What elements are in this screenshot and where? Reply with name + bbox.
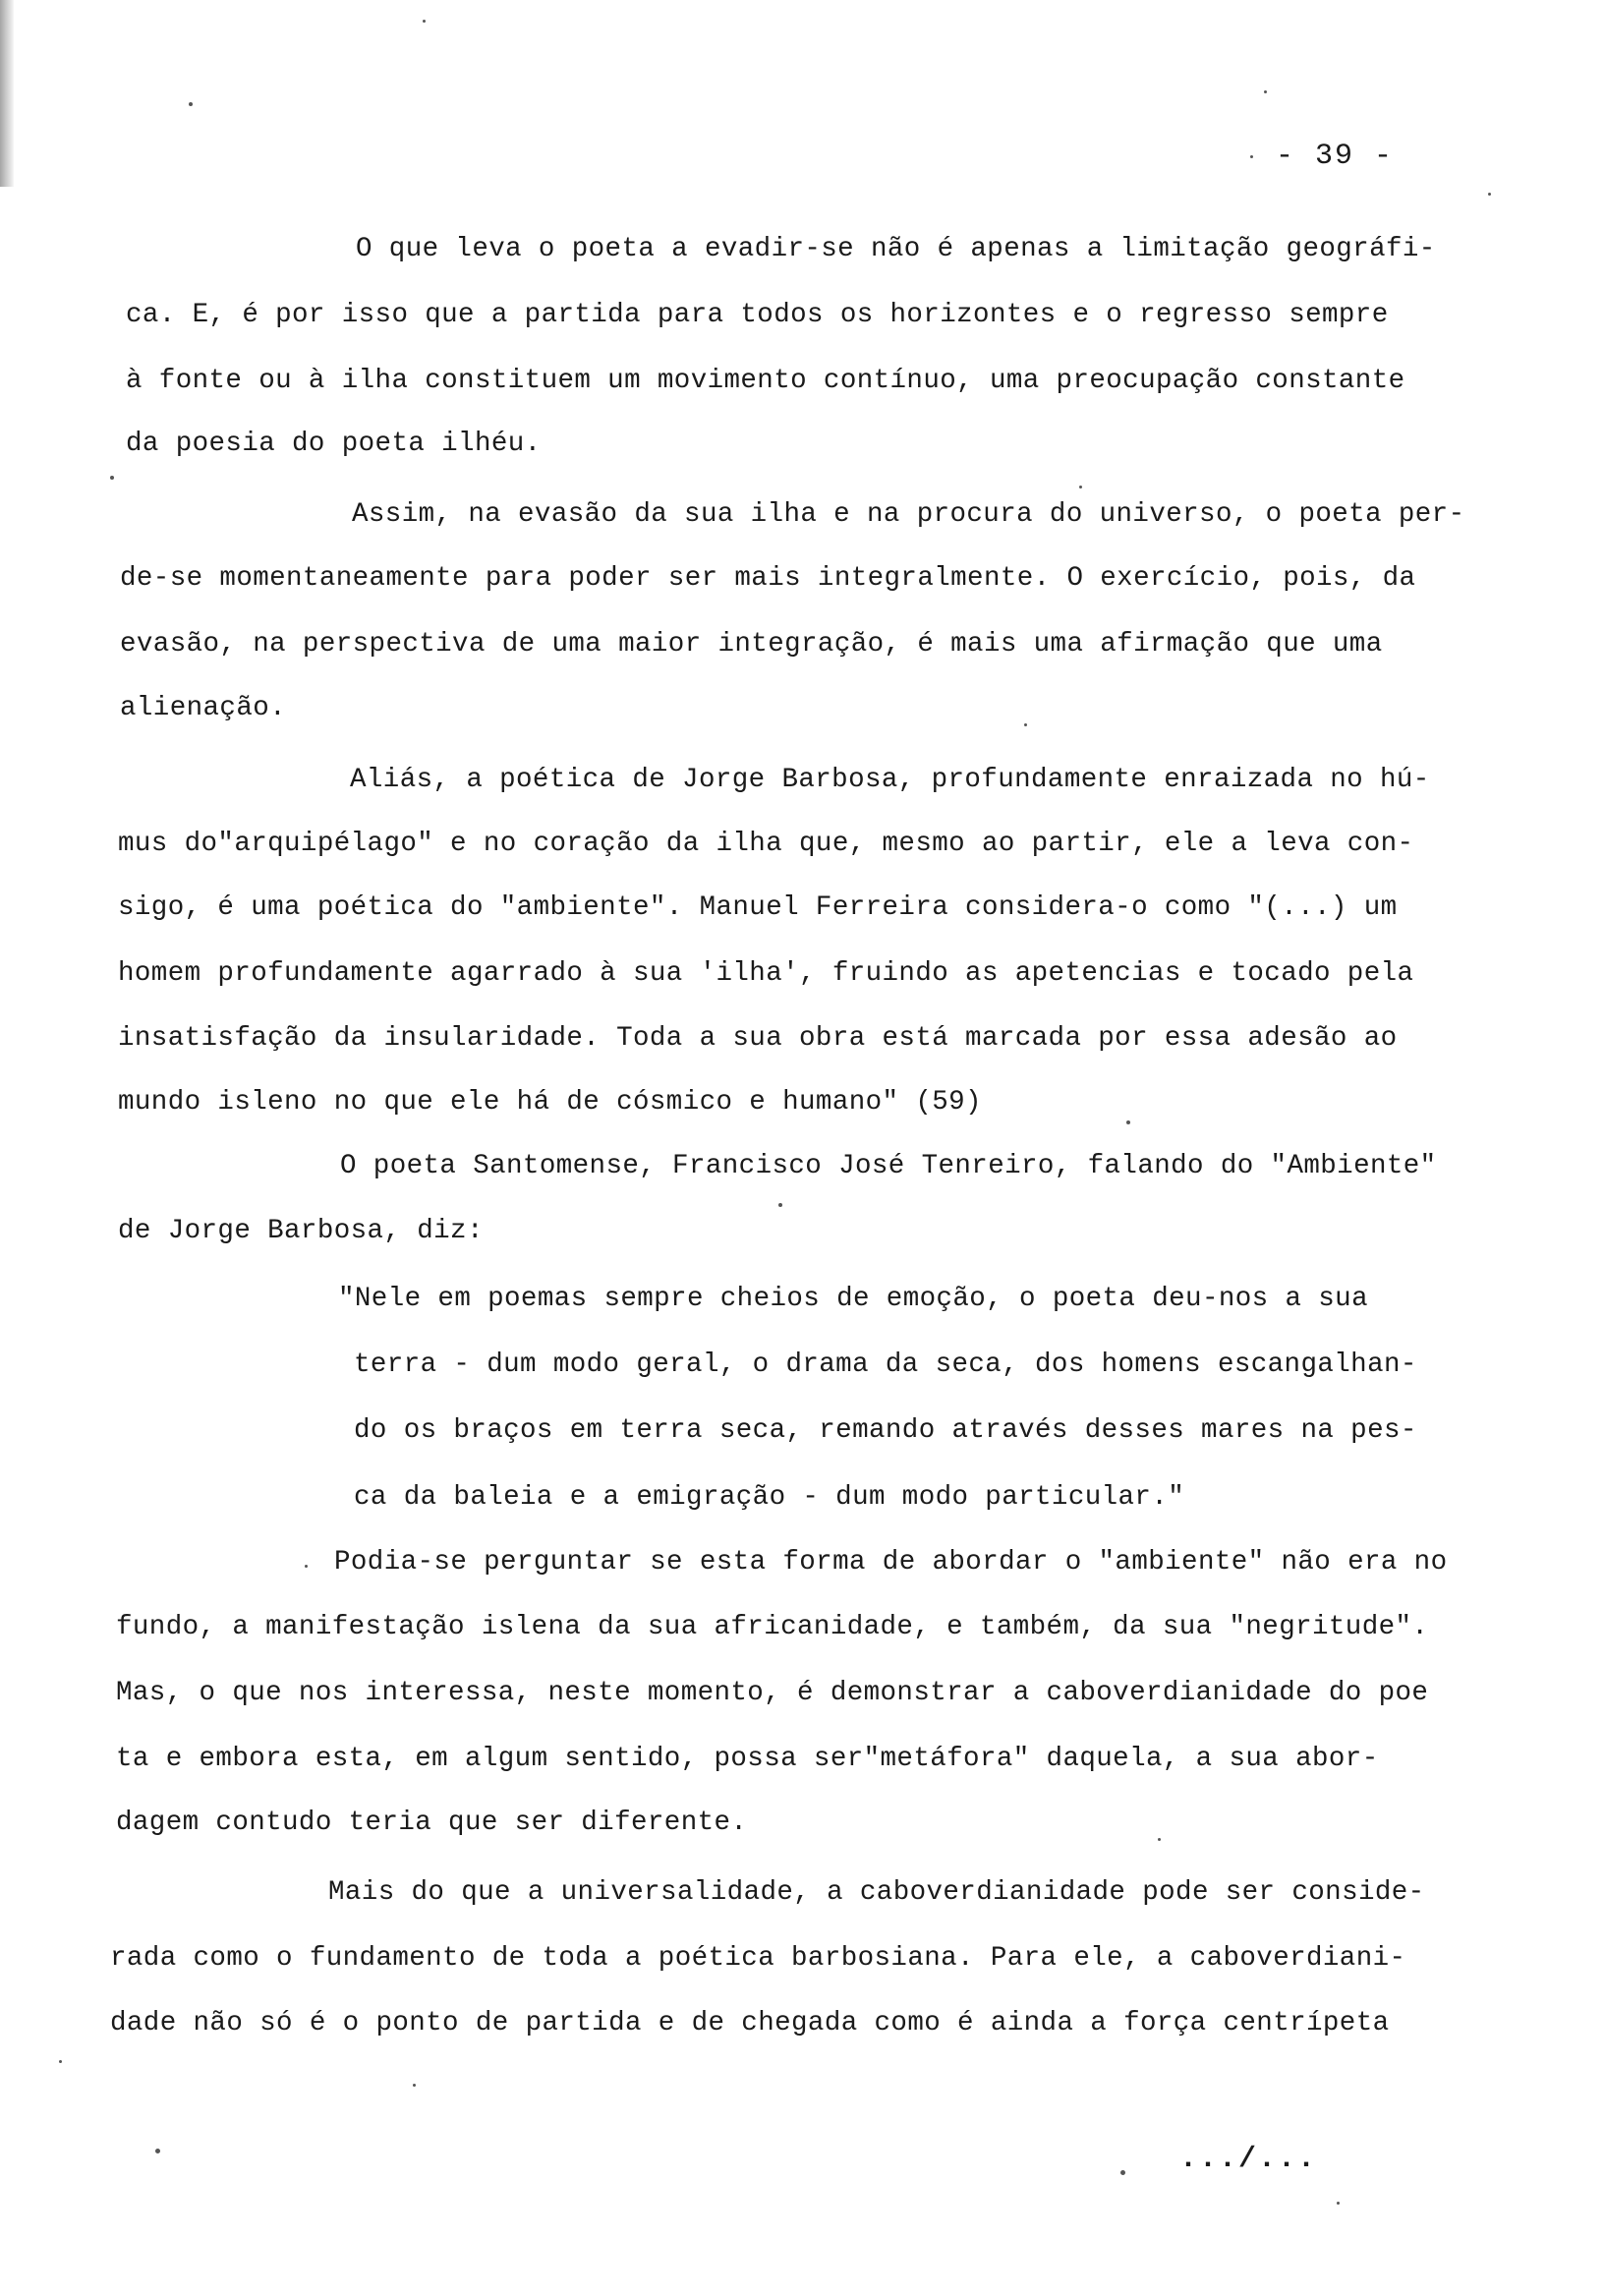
- text-line: Podia-se perguntar se esta forma de abordar o "ambiente" não era no: [334, 1547, 1448, 1578]
- text-line: de Jorge Barbosa, diz:: [118, 1216, 484, 1246]
- text-line: dade não só é o ponto de partida e de chegada como é ainda a força centrípeta: [110, 2008, 1390, 2038]
- text-line: da poesia do poeta ilhéu.: [126, 429, 542, 459]
- quote-line: "Nele em poemas sempre cheios de emoção, o poeta deu-nos a sua: [338, 1284, 1368, 1314]
- text-line: rada como o fundamento de toda a poética barbosiana. Para ele, a caboverdiani-: [110, 1943, 1406, 1974]
- scan-edge-shadow: [0, 0, 14, 187]
- text-line: insatisfação da insularidade. Toda a sua obra está marcada por essa adesão ao: [118, 1023, 1398, 1054]
- text-line: de-se momentaneamente para poder ser mais integralmente. O exercício, pois, da: [120, 563, 1416, 594]
- text-line: alienação.: [120, 693, 287, 723]
- text-line: Aliás, a poética de Jorge Barbosa, profundamente enraizada no hú-: [350, 765, 1430, 795]
- page-number: - 39 -: [1276, 140, 1395, 173]
- text-line: Mais do que a universalidade, a caboverdianidade pode ser conside-: [328, 1877, 1425, 1908]
- text-line: à fonte ou à ilha constituem um movimento contínuo, uma preocupação constante: [126, 366, 1405, 396]
- continuation-mark: .../...: [1179, 2143, 1318, 2176]
- text-line: sigo, é uma poética do "ambiente". Manuel Ferreira considera-o como "(...) um: [118, 892, 1398, 923]
- text-line: ta e embora esta, em algum sentido, possa ser"metáfora" daquela, a sua abor-: [116, 1744, 1379, 1774]
- text-line: homem profundamente agarrado à sua 'ilha', fruindo as apetencias e tocado pela: [118, 958, 1414, 989]
- text-line: evasão, na perspectiva de uma maior integração, é mais uma afirmação que uma: [120, 629, 1383, 660]
- quote-line: do os braços em terra seca, remando através desses mares na pes-: [354, 1415, 1417, 1446]
- quote-line: ca da baleia e a emigração - dum modo particular.": [354, 1482, 1185, 1513]
- text-line: Assim, na evasão da sua ilha e na procura do universo, o poeta per-: [352, 499, 1465, 530]
- text-line: ca. E, é por isso que a partida para todos os horizontes e o regresso sempre: [126, 300, 1389, 330]
- quote-line: terra - dum modo geral, o drama da seca, dos homens escangalhan-: [354, 1349, 1417, 1380]
- text-line: dagem contudo teria que ser diferente.: [116, 1808, 748, 1838]
- text-line: fundo, a manifestação islena da sua africanidade, e também, da sua "negritude".: [116, 1612, 1429, 1642]
- text-line: mus do"arquipélago" e no coração da ilha que, mesmo ao partir, ele a leva con-: [118, 829, 1414, 859]
- text-line: mundo isleno no que ele há de cósmico e humano" (59): [118, 1087, 982, 1118]
- text-line: Mas, o que nos interessa, neste momento, é demonstrar a caboverdianidade do poe: [116, 1678, 1429, 1708]
- text-line: O poeta Santomense, Francisco José Tenreiro, falando do "Ambiente": [340, 1151, 1437, 1181]
- text-line: O que leva o poeta a evadir-se não é apenas a limitação geográfi-: [356, 234, 1436, 264]
